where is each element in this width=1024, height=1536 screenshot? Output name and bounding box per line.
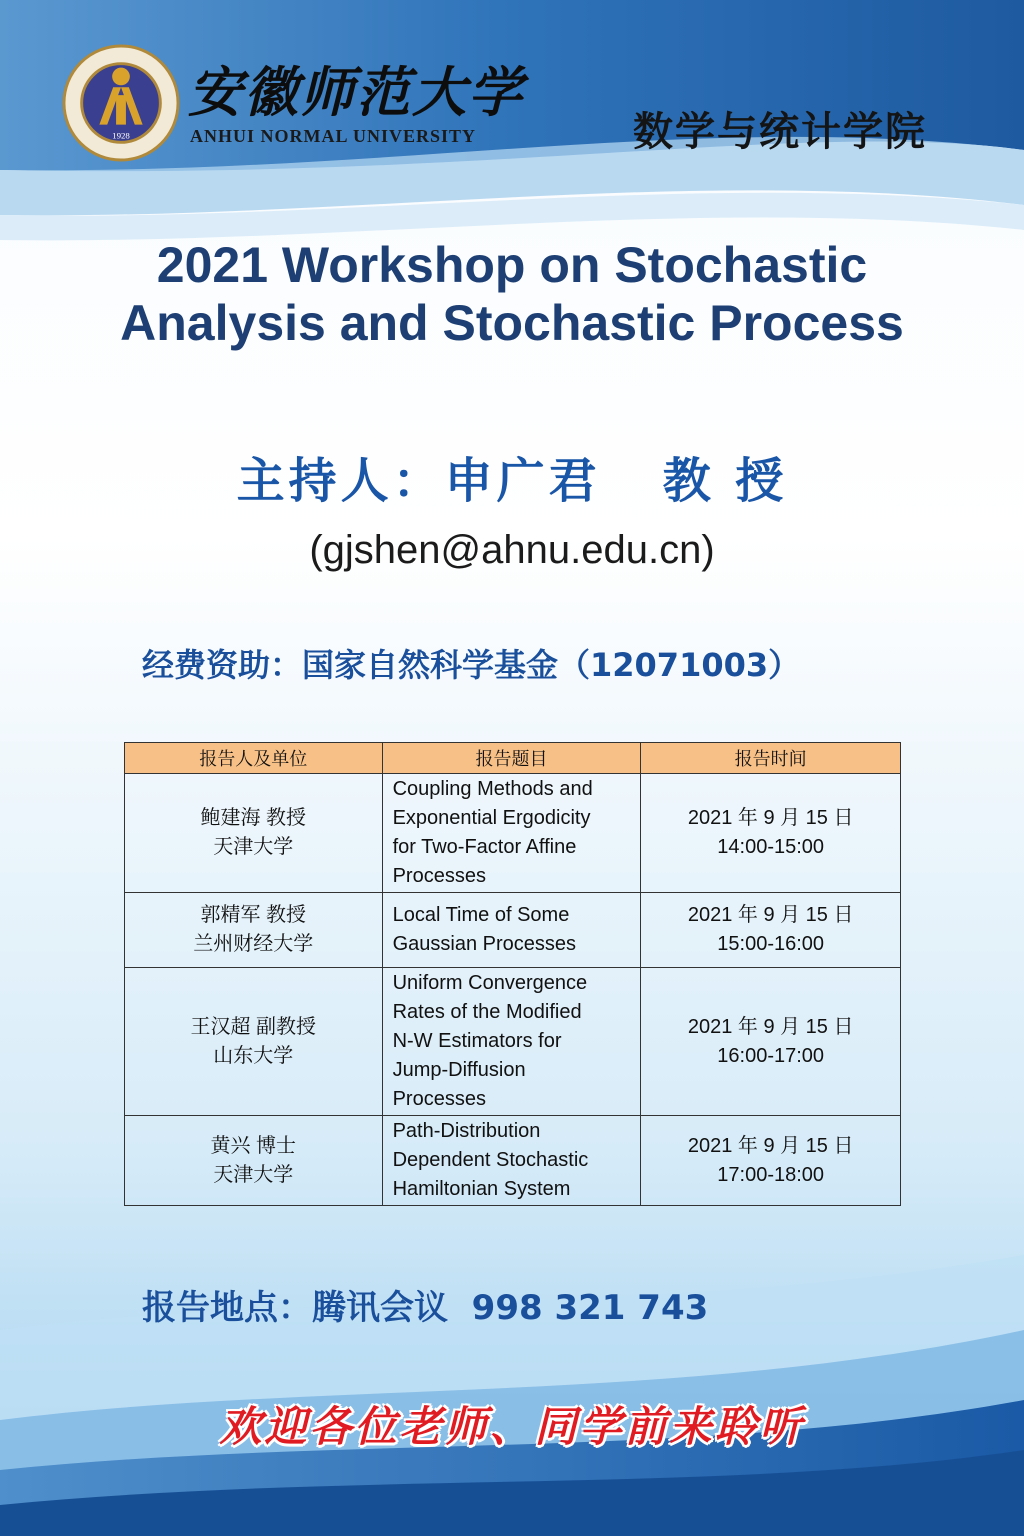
topic-line: Local Time of Some xyxy=(392,904,570,926)
topic-cell xyxy=(382,968,641,1116)
time-cell xyxy=(641,968,901,1116)
speaker-affiliation: 山东大学 xyxy=(213,1044,294,1067)
time-cell xyxy=(641,774,901,893)
topic-line: for Two-Factor Affine xyxy=(392,836,577,858)
topic-line: Uniform Convergence xyxy=(392,972,588,994)
talk-time: 15:00-16:00 xyxy=(717,933,825,955)
table-header-row xyxy=(125,743,901,774)
workshop-title: 2021 Workshop on Stochastic Analysis and Stochastic Process xyxy=(120,237,904,351)
talk-date: 2021 年 9 月 15 日 xyxy=(687,1134,854,1157)
topic-line: Exponential Ergodicity xyxy=(392,807,591,829)
topic-line: Gaussian Processes xyxy=(392,933,576,955)
host-line: 主持人：申广君 教 授 xyxy=(236,453,788,509)
venue-line: 报告地点：腾讯会议 998 321 743 xyxy=(142,1288,709,1328)
table-row xyxy=(125,1116,901,1206)
talk-date: 2021 年 9 月 15 日 xyxy=(687,904,854,926)
university-logo xyxy=(62,44,180,162)
time-cell xyxy=(641,1116,901,1206)
speaker-cell xyxy=(125,893,383,968)
topic-line: Dependent Stochastic xyxy=(392,1149,589,1171)
speaker-cell xyxy=(125,968,383,1116)
speaker-name: 黄兴 博士 xyxy=(210,1134,297,1157)
talk-time: 17:00-18:00 xyxy=(717,1163,825,1186)
topic-line: Rates of the Modified xyxy=(392,1001,582,1023)
speaker-name: 鲍建海 教授 xyxy=(200,807,307,829)
schedule-table xyxy=(124,742,901,1206)
table-row xyxy=(125,774,901,893)
topic-cell xyxy=(382,893,641,968)
table-row xyxy=(125,968,901,1116)
university-name-en: ANHUI NORMAL UNIVERSITY xyxy=(190,126,477,146)
topic-line: Processes xyxy=(392,865,486,887)
talk-time: 14:00-15:00 xyxy=(717,836,825,858)
speaker-affiliation: 天津大学 xyxy=(213,836,294,858)
topic-line: Hamiltonian System xyxy=(392,1178,571,1200)
speaker-cell xyxy=(125,774,383,893)
topic-cell xyxy=(382,774,641,893)
topic-line: N-W Estimators for xyxy=(392,1030,562,1052)
header-time: 报告时间 xyxy=(641,743,901,774)
topic-cell xyxy=(382,1116,641,1206)
funding-line: 经费资助：国家自然科学基金（12071003） xyxy=(142,646,801,684)
time-cell xyxy=(641,893,901,968)
school-name: 数学与统计学院 xyxy=(633,109,927,155)
university-name-cn: 安徽师范大学 xyxy=(188,60,524,124)
host-email: (gjshen@ahnu.edu.cn) xyxy=(309,528,715,572)
speaker-affiliation: 兰州财经大学 xyxy=(193,933,314,955)
logo-year: 1928 xyxy=(112,130,130,141)
talk-date: 2021 年 9 月 15 日 xyxy=(687,807,854,829)
header-topic: 报告题目 xyxy=(382,743,641,774)
speaker-name: 王汉超 副教授 xyxy=(190,1015,317,1038)
welcome-banner: 欢迎各位老师、同学前来聆听 xyxy=(219,1402,805,1451)
topic-line: Path-Distribution xyxy=(392,1120,541,1142)
speaker-cell xyxy=(125,1116,383,1206)
topic-line: Coupling Methods and xyxy=(392,778,593,800)
speaker-affiliation: 天津大学 xyxy=(213,1163,294,1186)
topic-line: Jump-Diffusion xyxy=(392,1059,526,1081)
header-speaker: 报告人及单位 xyxy=(125,743,383,774)
talk-date: 2021 年 9 月 15 日 xyxy=(687,1015,854,1038)
talk-time: 16:00-17:00 xyxy=(717,1044,825,1067)
speaker-name: 郭精军 教授 xyxy=(200,904,307,926)
table-row xyxy=(125,893,901,968)
topic-line: Processes xyxy=(392,1088,486,1110)
